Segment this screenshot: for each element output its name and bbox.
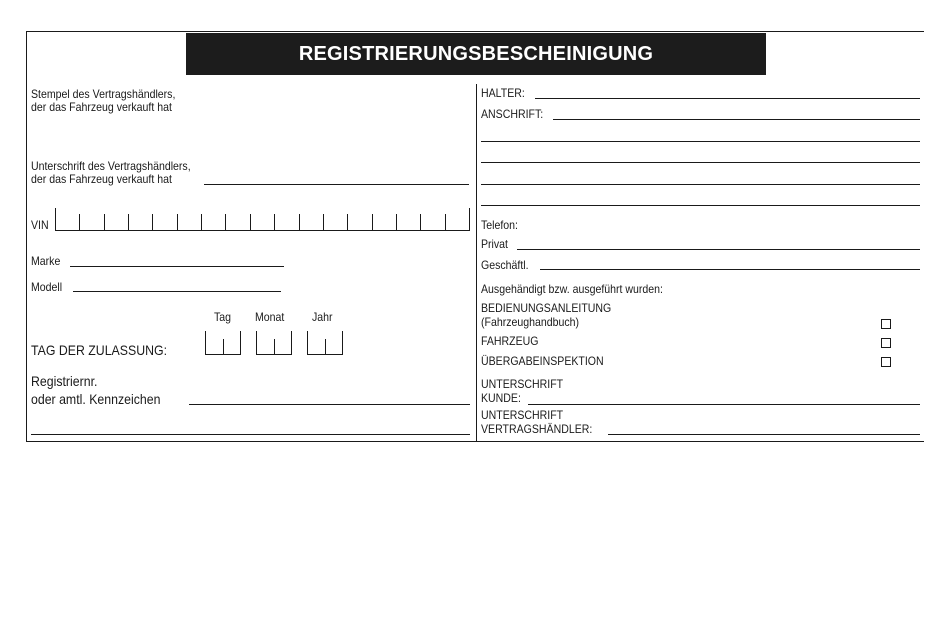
day-field[interactable] — [205, 331, 241, 355]
registration-number-field-extra[interactable] — [31, 434, 470, 435]
model-label: Modell — [31, 280, 63, 294]
vin-box-divider — [225, 214, 226, 231]
month-label: Monat — [255, 310, 285, 324]
model-field[interactable] — [73, 291, 281, 292]
column-divider — [476, 84, 477, 441]
dealer-stamp-label-1: Stempel des Vertragshändlers, — [31, 87, 176, 101]
address-field-5[interactable] — [481, 205, 920, 206]
address-label: ANSCHRIFT: — [481, 107, 544, 121]
year-field[interactable] — [307, 331, 343, 355]
dealer-signature-field[interactable] — [204, 184, 469, 185]
registration-date-label: TAG DER ZULASSUNG: — [31, 342, 168, 358]
address-field-2[interactable] — [481, 141, 920, 142]
customer-signature-field[interactable] — [528, 404, 920, 405]
registration-number-label-1: Registriernr. — [31, 373, 98, 389]
vin-baseline — [55, 230, 470, 231]
handover-inspection-label: ÜBERGABEINSPEKTION — [481, 354, 604, 368]
vin-box-divider — [152, 214, 153, 231]
vin-box-divider — [128, 214, 129, 231]
private-phone-field[interactable] — [517, 249, 920, 250]
handed-over-label: Ausgehändigt bzw. ausgeführt wurden: — [481, 282, 663, 296]
title-bar — [186, 33, 766, 75]
vin-box-divider — [347, 214, 348, 231]
owner-manual-label-1: BEDIENUNGSANLEITUNG — [481, 301, 612, 315]
registration-number-label-2: oder amtl. Kennzeichen — [31, 391, 161, 407]
owner-manual-checkbox[interactable] — [881, 319, 891, 329]
vin-box-divider — [79, 214, 80, 231]
vin-label: VIN — [31, 218, 49, 232]
vin-box-divider — [55, 208, 56, 231]
vin-box-divider — [445, 214, 446, 231]
dealer-stamp-label-2: der das Fahrzeug verkauft hat — [31, 100, 172, 114]
make-label: Marke — [31, 254, 61, 268]
year-label: Jahr — [312, 310, 333, 324]
dealer-signature-label-1: Unterschrift des Vertragshändlers, — [31, 159, 191, 173]
make-field[interactable] — [70, 266, 284, 267]
vin-box-divider — [299, 214, 300, 231]
address-field-1[interactable] — [553, 119, 920, 120]
vin-box-divider — [420, 214, 421, 231]
address-field-3[interactable] — [481, 162, 920, 163]
business-phone-label: Geschäftl. — [481, 258, 529, 272]
customer-signature-label-2: KUNDE: — [481, 391, 521, 405]
customer-signature-label-1: UNTERSCHRIFT — [481, 377, 564, 391]
dealer-final-signature-label-1: UNTERSCHRIFT — [481, 408, 564, 422]
holder-label: HALTER: — [481, 86, 525, 100]
vehicle-checkbox[interactable] — [881, 338, 891, 348]
address-field-4[interactable] — [481, 184, 920, 185]
vehicle-label: FAHRZEUG — [481, 334, 539, 348]
vin-box-divider — [372, 214, 373, 231]
frame-top-border — [26, 31, 924, 32]
private-phone-label: Privat — [481, 237, 509, 251]
day-label: Tag — [214, 310, 232, 324]
month-field[interactable] — [256, 331, 292, 355]
form-title: REGISTRIERUNGSBESCHEINIGUNG — [298, 43, 654, 65]
vin-box-divider — [104, 214, 105, 231]
handover-inspection-checkbox[interactable] — [881, 357, 891, 367]
frame-left-border — [26, 31, 27, 442]
dealer-final-signature-label-2: VERTRAGSHÄNDLER: — [481, 422, 593, 436]
dealer-signature-label-2: der das Fahrzeug verkauft hat — [31, 172, 172, 186]
dealer-final-signature-field[interactable] — [608, 434, 920, 435]
vin-box-divider — [396, 214, 397, 231]
vin-field[interactable] — [55, 208, 470, 231]
phone-label: Telefon: — [481, 218, 518, 232]
vin-box-divider — [201, 214, 202, 231]
registration-number-field[interactable] — [189, 404, 470, 405]
holder-field[interactable] — [535, 98, 920, 99]
vin-box-divider — [469, 208, 470, 231]
business-phone-field[interactable] — [540, 269, 920, 270]
vin-box-divider — [177, 214, 178, 231]
vin-box-divider — [323, 214, 324, 231]
vin-box-divider — [250, 214, 251, 231]
vin-box-divider — [274, 214, 275, 231]
owner-manual-label-2: (Fahrzeughandbuch) — [481, 315, 580, 329]
frame-bottom-border — [26, 441, 924, 442]
